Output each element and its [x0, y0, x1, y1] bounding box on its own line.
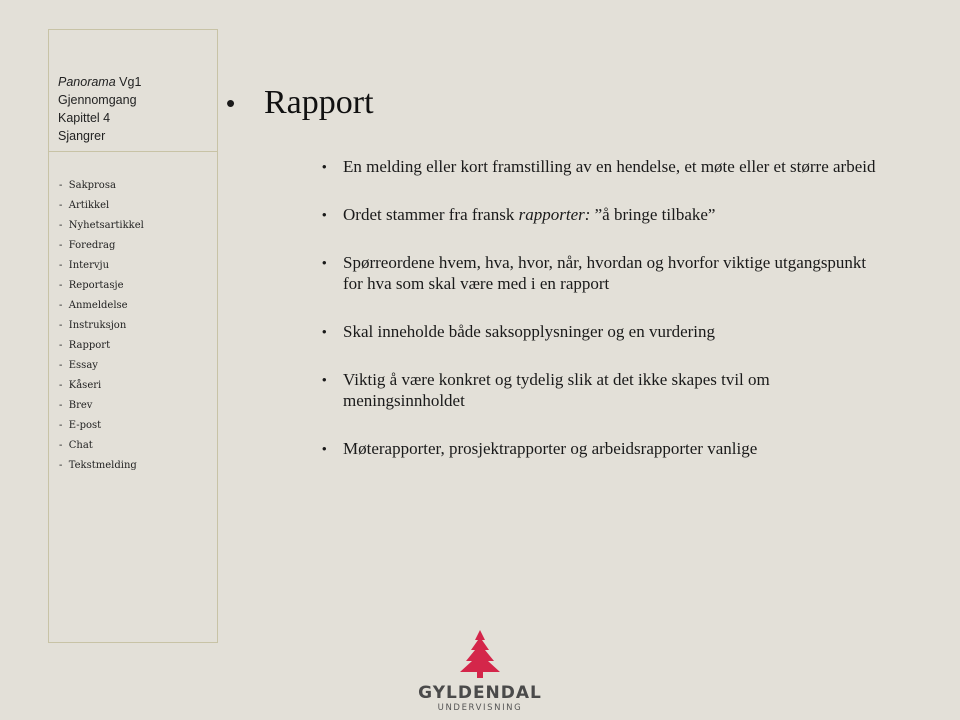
title-bullet-icon: •: [226, 88, 236, 118]
genre-item-foredrag: - Foredrag: [59, 236, 217, 256]
genre-item-sakprosa: - Sakprosa: [59, 176, 217, 196]
bullet-item: [322, 252, 882, 294]
bullet-text: Møterapporter, prosjektrapporter og arbeidsrapporter vanlige: [343, 439, 758, 458]
bullet-text: En melding eller kort framstilling av en hendelse, et møte eller et større arbeid: [343, 157, 876, 176]
bullet-dot-icon: •: [322, 207, 327, 222]
bullet-dot-icon: •: [322, 441, 327, 456]
bullet-item: [322, 438, 882, 459]
genre-item-e-post: - E-post: [59, 416, 217, 436]
bullet-text: Viktig å være konkret og tydelig slik at det ikke skapes tvil om meningsinnholdet: [343, 370, 770, 410]
bullet-text: Spørreordene hvem, hva, hvor, når, hvordan og hvorfor viktige utgangspunkt for hva som skal være med i en rapport: [343, 253, 867, 293]
bullet-dot-icon: •: [322, 255, 327, 270]
header-line-genres: Sjangrer: [58, 129, 106, 143]
bullet-item: [322, 156, 882, 177]
genre-item-anmeldelse: - Anmeldelse: [59, 296, 217, 316]
genre-item-reportasje: - Reportasje: [59, 276, 217, 296]
bullet-text: Ordet stammer fra fransk rapporter: ”å bringe tilbake”: [343, 205, 716, 224]
genre-item-essay: - Essay: [59, 356, 217, 376]
bullet-text: Skal inneholde både saksopplysninger og en vurdering: [343, 322, 716, 341]
publisher-sub: UNDERVISNING: [437, 703, 523, 713]
genre-item-kaseri: - Kåseri: [59, 376, 217, 396]
header-line-review: Gjennomgang: [58, 93, 137, 107]
slide-title-row: [226, 80, 374, 126]
genre-item-tekstmelding: - Tekstmelding: [59, 456, 217, 476]
bullet-dot-icon: •: [322, 324, 327, 339]
sidebar-header: [49, 30, 217, 152]
header-line-chapter: Kapittel 4: [58, 111, 111, 125]
bullet-dot-icon: •: [322, 159, 327, 174]
genre-item-artikkel: - Artikkel: [59, 196, 217, 216]
bullet-item: [322, 204, 882, 225]
genre-item-rapport: - Rapport: [59, 336, 217, 356]
slide-title: Rapport: [264, 84, 374, 121]
bullet-item: [322, 321, 882, 342]
genre-item-intervju: - Intervju: [59, 256, 217, 276]
genre-item-nyhetsartikkel: - Nyhetsartikkel: [59, 216, 217, 236]
book-title: Panorama Vg1: [58, 75, 142, 89]
tree-icon: [458, 628, 502, 678]
bullet-list: [322, 156, 882, 486]
genre-list: [49, 152, 217, 476]
publisher-name: GYLDENDAL: [418, 683, 542, 703]
genre-item-chat: - Chat: [59, 436, 217, 456]
sidebar: [48, 29, 218, 643]
publisher-logo: [412, 628, 548, 714]
genre-item-brev: - Brev: [59, 396, 217, 416]
genre-item-instruksjon: - Instruksjon: [59, 316, 217, 336]
bullet-dot-icon: •: [322, 372, 327, 387]
bullet-item: [322, 369, 882, 411]
